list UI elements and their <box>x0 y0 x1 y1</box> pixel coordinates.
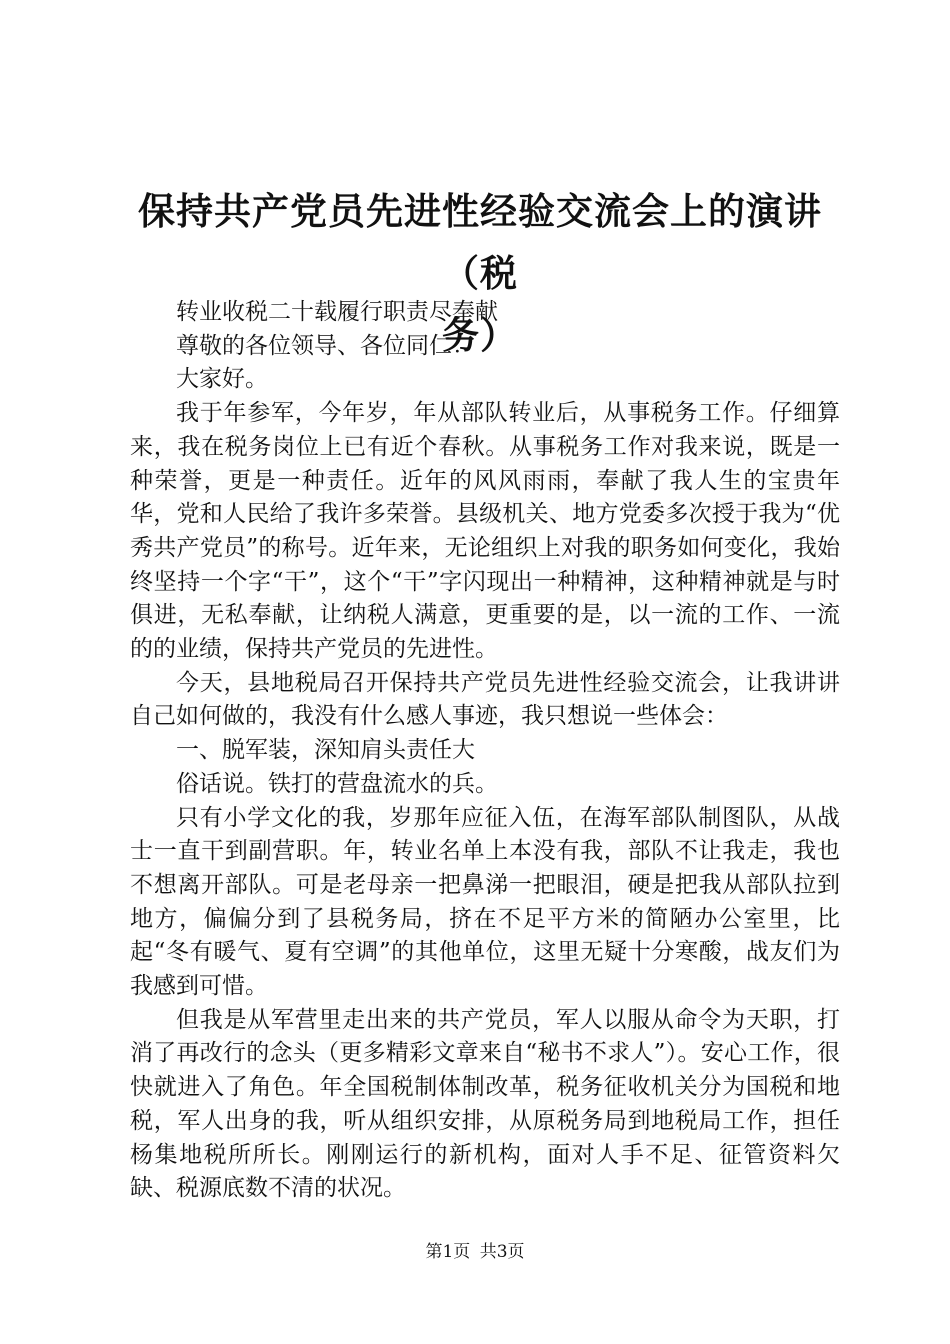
page-footer <box>0 1240 950 1264</box>
body-paragraph: 我于年参军，今年岁，年从部队转业后，从事税务工作。仔细算来，我在税务岗位上已有近个春秋。从事税务工作对我来说，既是一种荣誉，更是一种责任。近年的风风雨雨，奉献了我人生的宝贵年华，党和人民给了我许多荣誉。县级机关、地方党委多次授于我为“优秀共产党员”的称号。近年来，无论组织上对我的职务如何变化，我始终坚持一个字“干”，这个“干”字闪现出一种精神，这种精神就是与时俱进，无私奉献，让纳税人满意，更重要的是，以一流的工作、一流的的业绩，保持共产党员的先进性。 <box>130 400 840 663</box>
body-paragraph: 今天，县地税局召开保持共产党员先进性经验交流会，让我讲讲自己如何做的，我没有什么感人事迹，我只想说一些体会： <box>130 669 840 730</box>
document-title-line-2: 务） <box>442 313 518 357</box>
greeting-paragraph: 大家好。 <box>176 366 268 393</box>
page-total: 共3页 <box>479 1242 525 1262</box>
document-body <box>130 296 840 1206</box>
page-number: 第1页 <box>425 1242 471 1262</box>
body-paragraph: 但我是从军营里走出来的共产党员，军人以服从命令为天职，打消了再改行的念头（更多精彩文章来自“秘书不求人”）。安心工作，很快就进入了角色。年全国税制体制改革，税务征收机关分为国税和地税，军人出身的我，听从组织安排，从原税务局到地税局工作，担任杨集地税所所长。刚刚运行的新机构，面对人手不足、征管资料欠缺、税源底数不清的状况。 <box>130 1006 840 1202</box>
document-title-line-1: 保持共产党员先进性经验交流会上的演讲（税 <box>138 189 822 295</box>
body-paragraph: 俗话说。铁打的营盘流水的兵。 <box>176 770 498 797</box>
body-paragraph: 只有小学文化的我，岁那年应征入伍，在海军部队制图队，从战士一直干到副营职。年，转业名单上本没有我，部队不让我走，我也不想离开部队。可是老母亲一把鼻涕一把眼泪，硬是把我从部队拉到地方，偏偏分到了县税务局，挤在不足平方米的简陋办公室里，比起“冬有暖气、夏有空调”的其他单位，这里无疑十分寒酸，战友们为我感到可惜。 <box>130 804 840 1000</box>
salutation-paragraph: 尊敬的各位领导、各位同仁： <box>176 332 475 359</box>
section-heading: 一、脱军装，深知肩头责任大 <box>176 737 475 764</box>
subtitle-paragraph: 转业收税二十载履行职责尽奉献 <box>176 299 498 325</box>
